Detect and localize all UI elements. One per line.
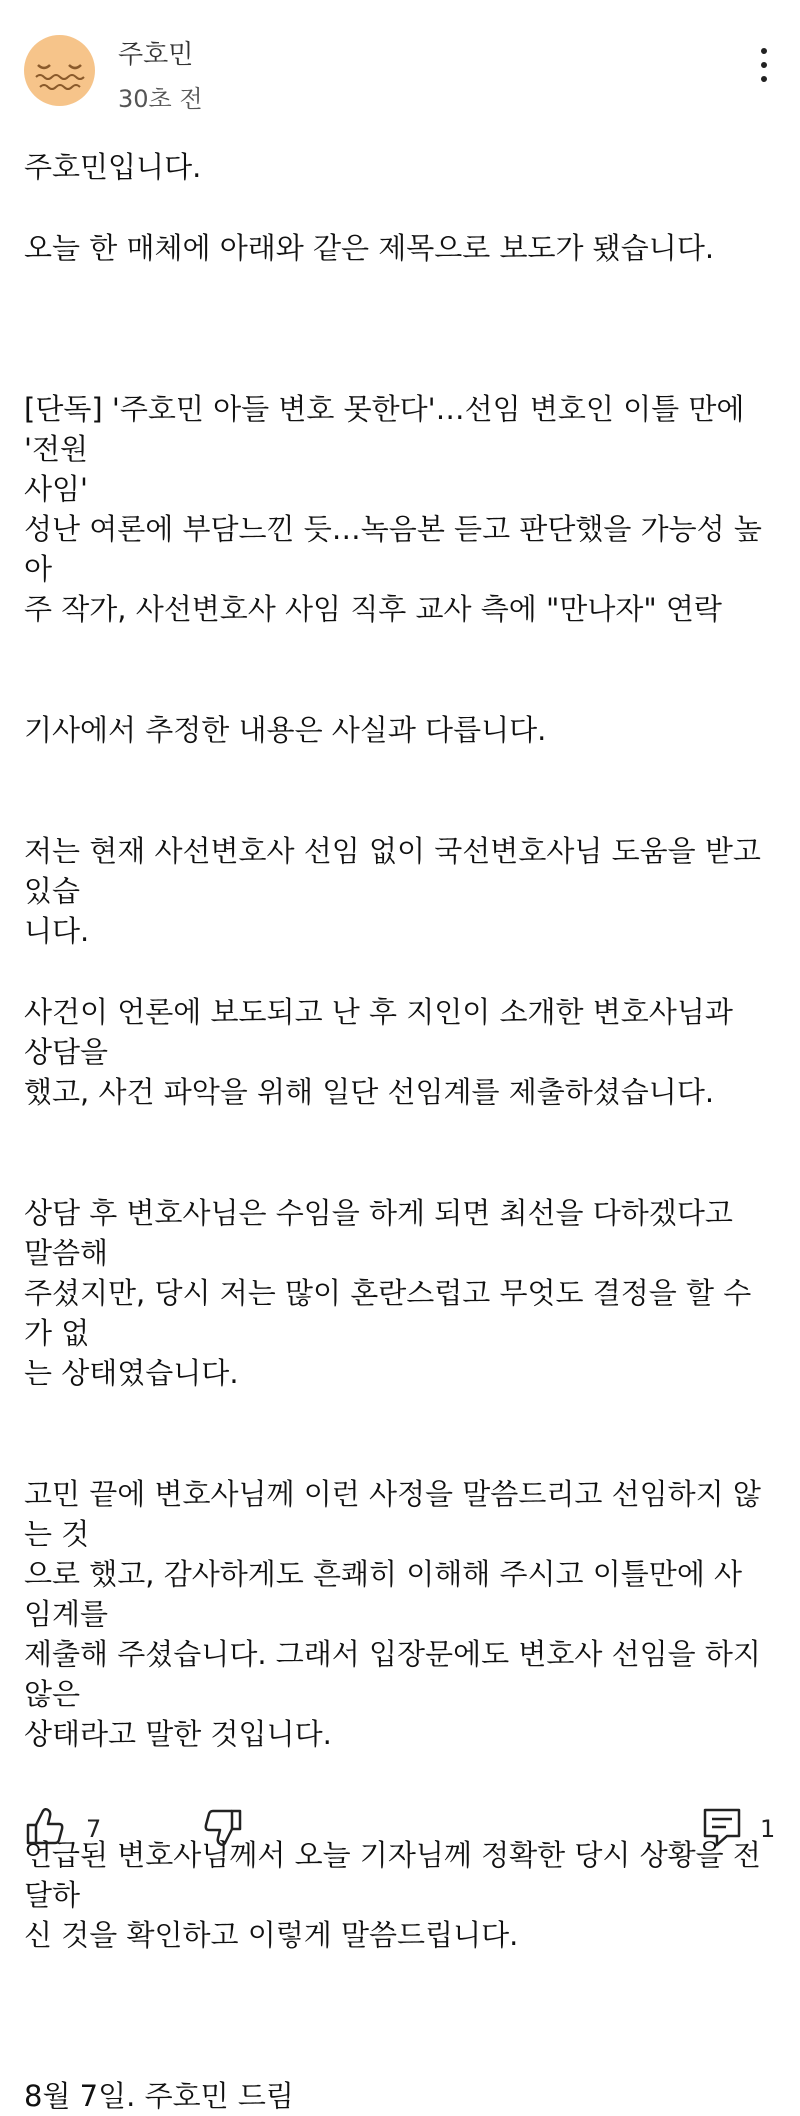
author-name[interactable]: 주호민 <box>118 40 194 70</box>
paragraph: 오늘 한 매체에 아래와 같은 제목으로 보도가 됐습니다. <box>24 231 715 265</box>
signature: 8월 7일. 주호민 드림 <box>24 2079 294 2113</box>
quoted-headline: [단독] '주호민 아들 변호 못한다'…선임 변호인 이틀 만에 '전원 사임' 성난 여론에 부담느낀 듯…녹음본 듣고 판단했을 가능성 높아 주 작가, 사선변호사 사임 직후 교사 측에 "만나자" 연락 <box>24 392 762 626</box>
paragraph: 언급된 변호사님께서 오늘 기자님께 정확한 당시 상황을 전달하 신 것을 확인하고 이렇게 말씀드립니다. <box>24 1838 761 1952</box>
thumbs-up-icon[interactable] <box>24 1805 68 1849</box>
paragraph: 고민 끝에 변호사님께 이런 사정을 말씀드리고 선임하지 않는 것 으로 했고, 감사하게도 흔쾌히 이해해 주시고 이틀만에 사임계를 제출해 주셨습니다. 그래서 입장문에도 변호사 선임을 하지 않은 상태라고 말한 것입니다. <box>24 1477 761 1751</box>
sleepy-face-icon <box>24 35 95 106</box>
reply-count: 1 <box>760 1815 776 1843</box>
comment-actions <box>0 1805 800 1865</box>
paragraph: 상담 후 변호사님은 수임을 하게 되면 최선을 다하겠다고 말씀해 주셨지만, 당시 저는 많이 혼란스럽고 무엇도 결정을 할 수가 없 는 상태였습니다. <box>24 1196 752 1390</box>
thumbs-down-icon[interactable] <box>200 1805 244 1849</box>
paragraph: 기사에서 추정한 내용은 사실과 다릅니다. <box>24 713 547 747</box>
comment-header <box>0 0 800 130</box>
paragraph: 저는 현재 사선변호사 선임 없이 국선변호사님 도움을 받고 있습 니다. <box>24 834 761 948</box>
avatar[interactable] <box>24 35 95 106</box>
like-count: 7 <box>86 1815 102 1843</box>
timestamp: 30초 전 <box>118 85 203 113</box>
comment-icon[interactable] <box>700 1805 744 1849</box>
more-vert-icon[interactable] <box>752 48 776 92</box>
paragraph: 사건이 언론에 보도되고 난 후 지인이 소개한 변호사님과 상담을 했고, 사건 파악을 위해 일단 선임계를 제출하셨습니다. <box>24 995 733 1109</box>
paragraph: 주호민입니다. <box>24 150 202 184</box>
